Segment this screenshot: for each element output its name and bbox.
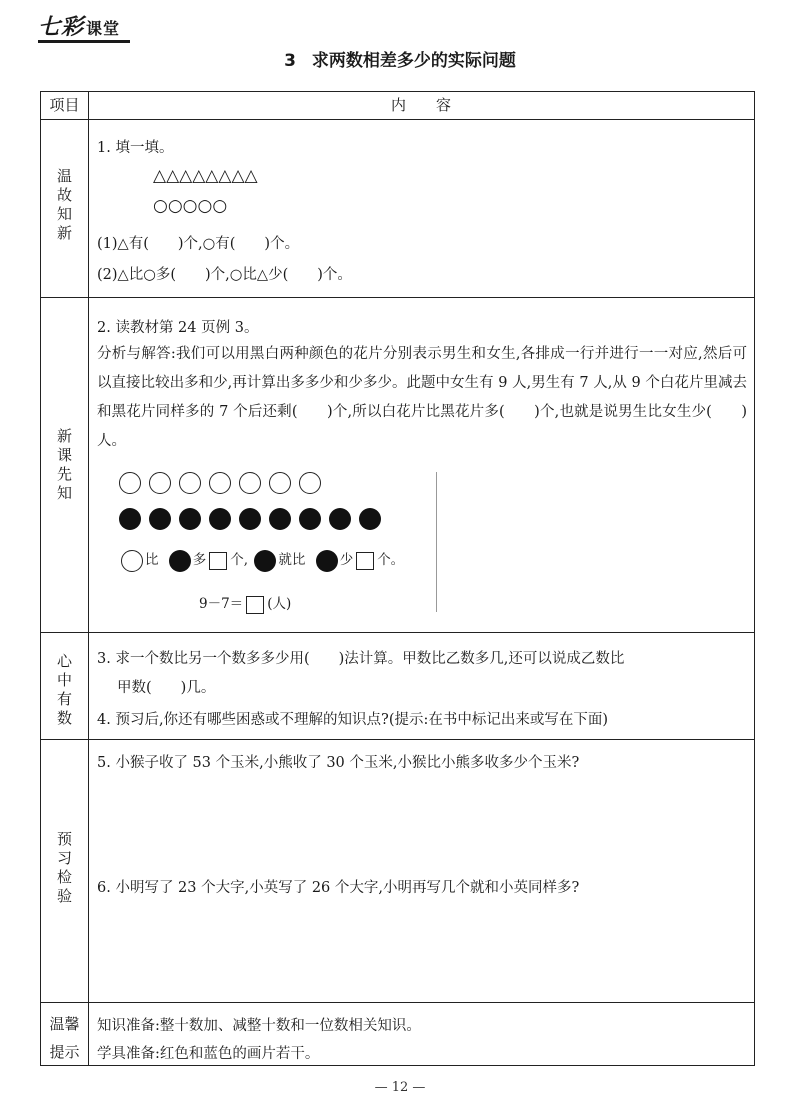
label-tips: 温馨 提示: [49, 1015, 80, 1061]
answer-box[interactable]: [246, 596, 264, 614]
review-line-1: (1)△有( )个,○有( )个。: [97, 236, 300, 252]
question-5: 5. 小猴子收了 53 个玉米,小熊收了 30 个玉米,小猴比小熊多收多少个玉米?: [97, 755, 580, 771]
row-divider: [41, 119, 754, 120]
tip-knowledge: 知识准备:整十数加、减整十数和一位数相关知识。: [97, 1018, 421, 1034]
black-piece: [119, 508, 141, 530]
header-content: 内 容: [390, 96, 451, 114]
black-piece-icon: [254, 550, 276, 572]
divider-line: [436, 472, 437, 612]
answer-box[interactable]: [209, 552, 227, 570]
white-piece: [119, 472, 141, 494]
question-6: 6. 小明写了 23 个大字,小英写了 26 个大字,小明再写几个就和小英同样多?: [97, 880, 580, 896]
white-piece: [299, 472, 321, 494]
black-piece: [329, 508, 351, 530]
row-divider: [41, 632, 754, 633]
question-2: 2. 读教材第 24 页例 3。: [97, 320, 259, 336]
triangle-row: △△△△△△△△: [153, 166, 258, 186]
black-piece-icon: [169, 550, 191, 572]
black-piece: [269, 508, 291, 530]
row-divider: [41, 1002, 754, 1003]
compare-line: 比 多 个, 就比 少 个。: [121, 548, 404, 572]
black-piece-icon: [316, 550, 338, 572]
question-4: 4. 预习后,你还有哪些困惑或不理解的知识点?(提示:在书中标记出来或写在下面): [97, 712, 609, 728]
white-piece: [239, 472, 261, 494]
label-new: 新 课 先 知: [56, 427, 72, 502]
label-review: 温 故 知 新: [56, 167, 72, 242]
page-title: 3 求两数相差多少的实际问题: [284, 51, 516, 71]
white-piece: [269, 472, 291, 494]
page-number: — 12 —: [374, 1080, 426, 1095]
question-1: 1. 填一填。: [97, 140, 174, 156]
lesson-table: [40, 91, 755, 1066]
black-piece: [239, 508, 261, 530]
review-line-2: (2)△比○多( )个,○比△少( )个。: [97, 267, 352, 283]
row-divider: [41, 297, 754, 298]
question-3-cont: 甲数( )几。: [117, 680, 216, 696]
black-piece-row: [119, 508, 389, 530]
brand-logo: 七彩 课堂: [38, 15, 121, 40]
black-piece: [179, 508, 201, 530]
column-divider: [88, 92, 89, 1065]
tip-tools: 学具准备:红色和蓝色的画片若干。: [97, 1046, 320, 1062]
black-piece: [209, 508, 231, 530]
question-3: 3. 求一个数比另一个数多多少用( )法计算。甲数比乙数多几,还可以说成乙数比: [97, 651, 625, 667]
label-check: 预 习 检 验: [56, 830, 72, 905]
row-divider: [41, 739, 754, 740]
analysis-text: 分析与解答:我们可以用黑白两种颜色的花片分别表示男生和女生,各排成一行并进行一一对应,然后可以直接比较出多和少,再计算出多多少和少多少。此题中女生有 9 人,男生有 7 人,从 9 个白花片里减去和黑花片同样多的 7 个后还剩( )个,所以白花片比黑花片多( )个,也就是说男生比女生少( )人。: [97, 346, 747, 449]
white-piece: [179, 472, 201, 494]
black-piece: [359, 508, 381, 530]
black-piece: [149, 508, 171, 530]
brand-underline: [38, 40, 130, 43]
white-piece-row: [119, 472, 329, 494]
answer-box[interactable]: [356, 552, 374, 570]
white-piece-icon: [121, 550, 143, 572]
label-heart: 心 中 有 数: [56, 652, 72, 727]
white-piece: [209, 472, 231, 494]
header-item: 项目: [49, 96, 80, 114]
white-piece: [149, 472, 171, 494]
circle-row: ○○○○○: [153, 196, 228, 216]
equation: 9－7＝ (人): [199, 596, 292, 612]
black-piece: [299, 508, 321, 530]
